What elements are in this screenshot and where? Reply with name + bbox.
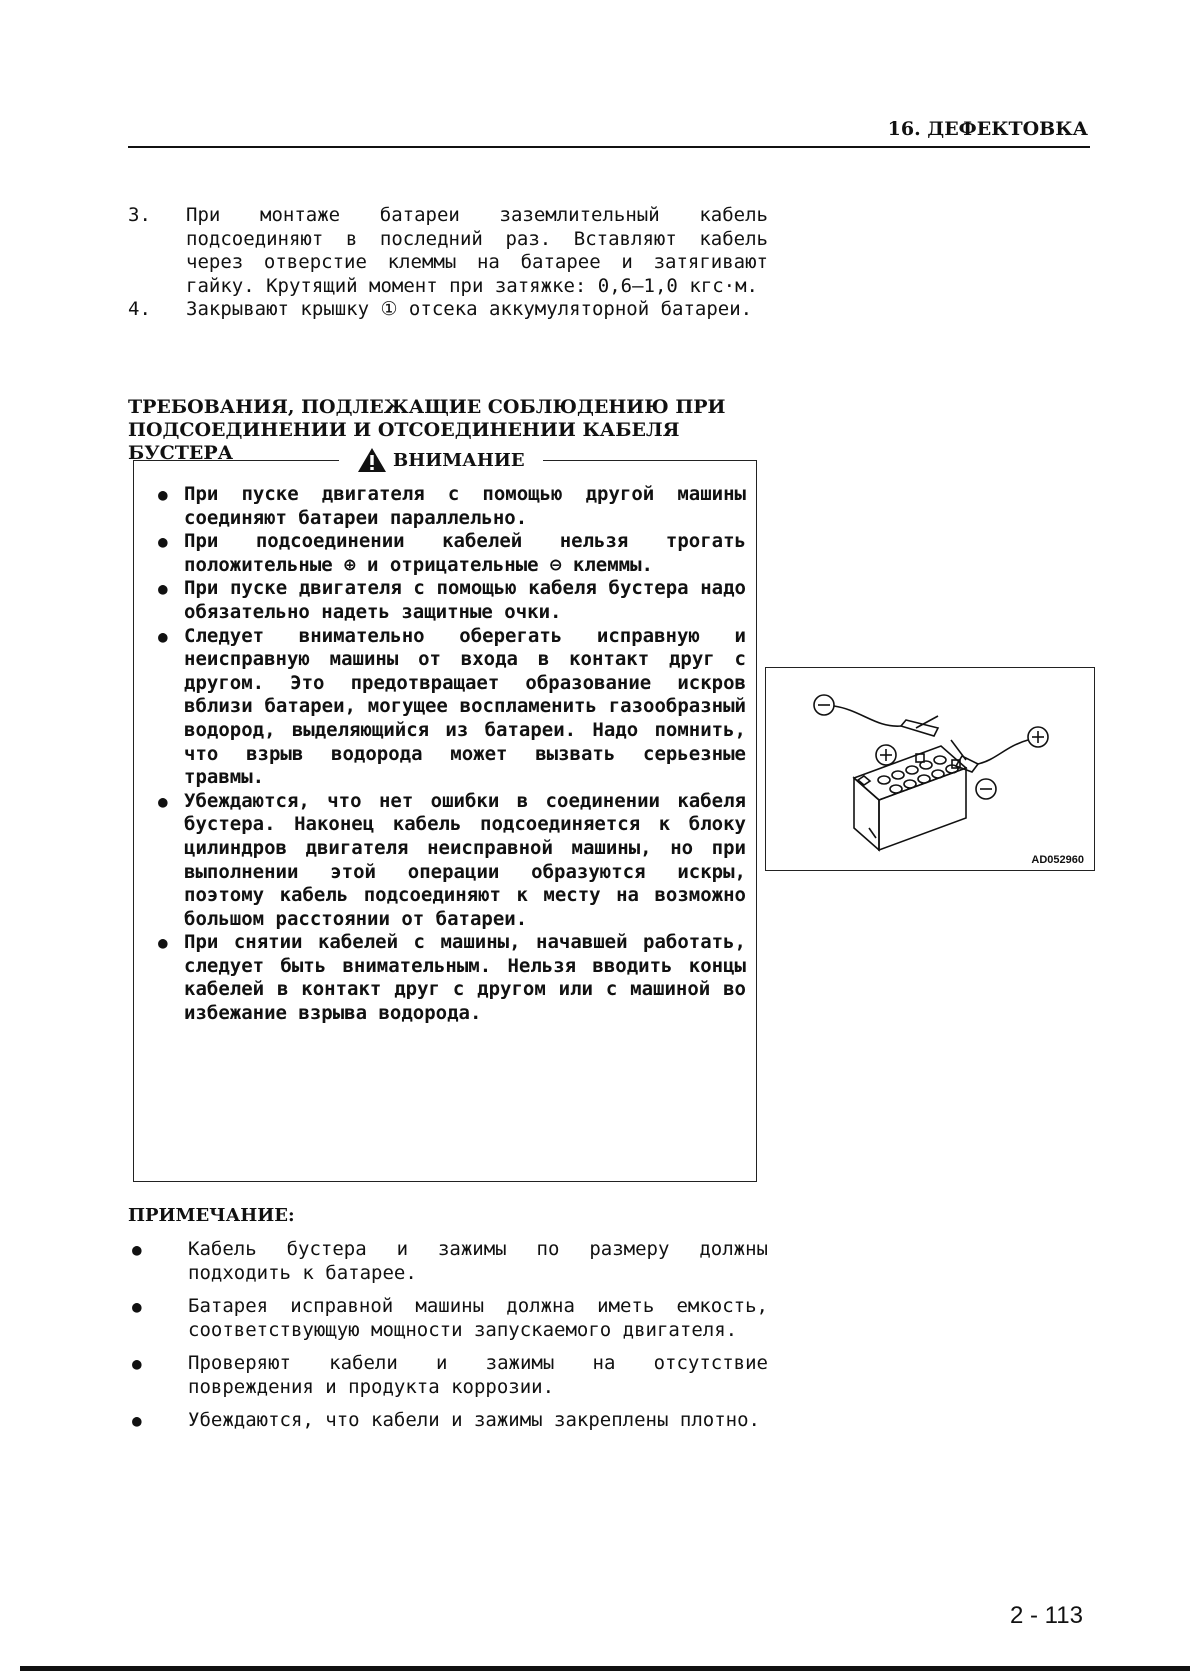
bullet-icon: ● — [132, 1354, 142, 1373]
warning-item-text: При пуске двигателя с помощью другой машины соединяют батареи параллельно. — [184, 483, 746, 529]
warning-item — [158, 483, 746, 530]
warning-item-text: При подсоединении кабелей нельзя трогать положительные ⊕ и отрицательные ⊖ клеммы. — [184, 530, 746, 576]
warning-item — [158, 625, 746, 790]
step-item — [128, 298, 768, 322]
bullet-icon: ● — [132, 1411, 142, 1430]
bullet-icon: ● — [132, 1297, 142, 1316]
bullet-icon: ● — [158, 933, 168, 953]
note-item — [128, 1352, 768, 1399]
warning-item — [158, 577, 746, 624]
footer-rule — [20, 1666, 1190, 1671]
warning-label: ВНИМАНИЕ — [393, 449, 525, 471]
step-number: 3. — [128, 204, 151, 226]
note-item-text: Батарея исправной машины должна иметь емкость, соответствующую мощности запускаемого двигателя. — [188, 1295, 768, 1341]
warning-item-text: Следует внимательно оберегать исправную и неисправную машины от входа в контакт друг с другом. Это предотвращает образование искров вблизи батареи, могущее воспламенить газообразный водород, выделяющийся из батареи. Надо помнить, что взрыв водорода может вызвать серьезные травмы. — [184, 624, 746, 789]
warning-heading — [339, 447, 543, 473]
note-item — [128, 1409, 768, 1433]
warning-item — [158, 790, 746, 932]
warning-item — [158, 530, 746, 577]
note-item-text: Кабель бустера и зажимы по размеру должны подходить к батарее. — [188, 1238, 768, 1284]
note-item-text: Убеждаются, что кабели и зажимы закреплены плотно. — [188, 1409, 760, 1431]
note-item-text: Проверяют кабели и зажимы на отсутствие повреждения и продукта коррозии. — [188, 1352, 768, 1398]
step-item — [128, 204, 768, 298]
step-text: Закрывают крышку ① отсека аккумуляторной батареи. — [186, 298, 753, 320]
section-title: ТРЕБОВАНИЯ, ПОДЛЕЖАЩИЕ СОБЛЮДЕНИЮ ПРИ ПОДСОЕДИНЕНИИ И ОТСОЕДИНЕНИИ КАБЕЛЯ БУСТЕРА — [128, 396, 726, 464]
note-title: ПРИМЕЧАНИЕ: — [128, 1205, 295, 1226]
warning-item — [158, 931, 746, 1025]
bullet-icon: ● — [158, 485, 168, 504]
warning-list — [158, 483, 746, 1026]
note-item — [128, 1238, 768, 1285]
battery-figure — [765, 667, 1095, 871]
bullet-icon: ● — [158, 626, 168, 646]
warning-box — [133, 449, 757, 1182]
step-text: При монтаже батареи заземлительный кабель подсоединяют в последний раз. Вставляют кабель через отверстие клеммы на батарее и затягивают гайку. Крутящий момент при затяжке: 0,6—1,0 кгс·м. — [186, 204, 768, 297]
page-header: 16. ДЕФЕКТОВКА — [887, 118, 1088, 140]
bullet-icon: ● — [158, 791, 168, 811]
steps-list — [128, 204, 768, 322]
warning-triangle-icon — [357, 447, 387, 473]
figure-code: AD052960 — [1031, 854, 1084, 866]
note-list — [128, 1238, 768, 1443]
bullet-icon: ● — [158, 532, 168, 552]
page-number: 2 - 113 — [1010, 1602, 1083, 1629]
step-number: 4. — [128, 298, 151, 320]
bullet-icon: ● — [132, 1240, 142, 1259]
bullet-icon: ● — [158, 579, 168, 599]
warning-item-text: При пуске двигателя с помощью кабеля бустера надо обязательно надеть защитные очки. — [184, 577, 746, 623]
warning-item-text: При снятии кабелей с машины, начавшей работать, следует быть внимательным. Нельзя вводить концы кабелей в контакт друг с другом или с машиной во избежание взрыва водорода. — [184, 931, 746, 1025]
note-item — [128, 1295, 768, 1342]
warning-item-text: Убеждаются, что нет ошибки в соединении кабеля бустера. Наконец кабель подсоединяется к блоку цилиндров двигателя неисправной машины, но при выполнении этой операции образуются искры, поэтому кабель подсоединяют к месту на возможно большом расстоянии от батареи. — [184, 789, 746, 930]
battery-cable-illustration — [766, 668, 1093, 868]
header-rule — [128, 146, 1090, 148]
